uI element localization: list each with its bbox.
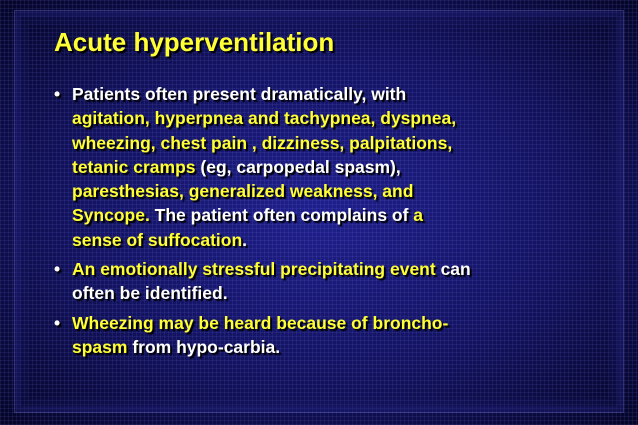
bullet-1-segment: agitation, hyperpnea and tachypnea, dyspnea, [72, 108, 457, 129]
bullet-3-segment: spasm [72, 336, 128, 357]
bullet-1-segment: a [413, 205, 424, 226]
bullet-1-segment: paresthesias, generalized weakness, and [72, 181, 414, 202]
bullet-item-2 [50, 257, 590, 306]
bullet-list [50, 82, 590, 364]
bullet-1-segment: Syncope. [72, 205, 150, 226]
bullet-1-segment: The patient often complains of [149, 205, 414, 226]
slide-title: Acute hyperventilation [54, 27, 335, 57]
bullet-1-segment: tetanic cramps [72, 156, 196, 177]
bullet-2-segment: can [435, 259, 471, 280]
bullet-dot-icon: • [54, 312, 61, 333]
bullet-2-segment: An emotionally stressful precipitating event [72, 259, 436, 280]
bullet-dot-icon: • [54, 259, 61, 280]
bullet-3-segment: from hypo-carbia. [127, 336, 281, 357]
bullet-dot-icon: • [54, 84, 61, 104]
bullet-1-segment: sense of suffocation [72, 229, 243, 250]
bullet-1-segment: (eg, carpopedal spasm), [195, 156, 401, 177]
bullet-item-3 [50, 311, 590, 360]
bullet-1-segment: . [242, 229, 248, 250]
bullet-item-1 [50, 82, 590, 252]
bullet-3-segment: Wheezing may be heard because of broncho- [72, 312, 449, 333]
bullet-1-segment: Patients often present dramatically, with [72, 84, 407, 104]
bullet-2-segment: often be identified. [72, 283, 228, 304]
bullet-1-segment: wheezing, chest pain , dizziness, palpitations, [72, 132, 453, 153]
